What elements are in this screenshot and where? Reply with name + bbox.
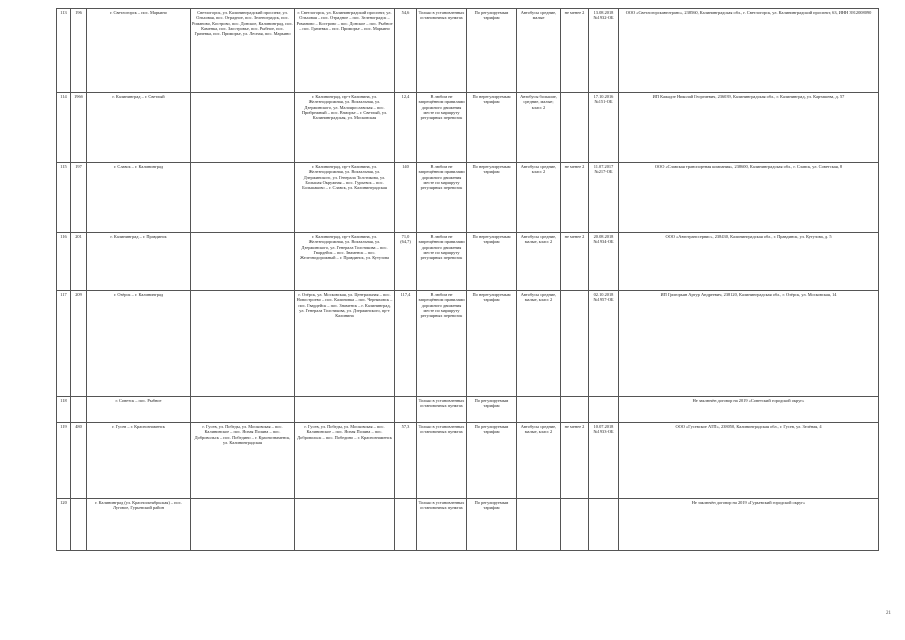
tariff-type: По регулируемым тарифам <box>467 499 517 551</box>
streets-back: г. Калининград, пр-т Калинина, ул. Железнодорожная, ул. Вокзальная, ул. Дзержинского, ул. Генерала Толстикова, ул. Большая Окружная – пос. Гурьевск – пос. Большаково – г. Славск, ул. Калининградская <box>295 163 395 233</box>
start-date <box>589 397 619 423</box>
tariff-type: По нерегулируемым тарифам <box>467 163 517 233</box>
route-code: 480 <box>71 423 87 499</box>
tariff-type: По нерегулируемым тарифам <box>467 291 517 397</box>
streets-back <box>295 499 395 551</box>
route-name: г. Славск – г. Калининград <box>87 163 191 233</box>
streets-forward: г. Гусев, ул. Победы, ул. Московская – пос. Калининское – пос. Ясная Поляна – пос. Добровольск – пос. Победино – г. Краснознаменск, ул. Калининградская <box>191 423 295 499</box>
vehicle-class: не менее 2 <box>561 163 589 233</box>
route-length: 12,4 <box>395 93 417 163</box>
carrier-info: ИП Григорьян Артур Андреевич, 238120, Калининградская обл., г. Озёрск, ул. Московская, 14 <box>619 291 879 397</box>
start-date: 10.07.2018 №1933-ОБ <box>589 423 619 499</box>
carrier-info: ООО «Гусевское АТП», 238050, Калининградская обл., г. Гусев, ул. Зелёная, 4 <box>619 423 879 499</box>
route-length <box>395 499 417 551</box>
tariff-type: По регулируемым тарифам <box>467 9 517 93</box>
vehicle-class: не менее 2 <box>561 9 589 93</box>
row-number: 113 <box>57 9 71 93</box>
row-number: 118 <box>57 397 71 423</box>
streets-forward <box>191 163 295 233</box>
table-row <box>57 291 879 397</box>
stop-order: В любом не запрещённом правилами дорожного движения месте по маршруту регулярных перевозок <box>417 233 467 291</box>
table-row <box>57 233 879 291</box>
route-length: 140 <box>395 163 417 233</box>
start-date: 17.10.2016 №151-ОБ <box>589 93 619 163</box>
row-number: 116 <box>57 233 71 291</box>
carrier-info: ООО «Славская транспортная компания», 238600, Калининградская обл., г. Славск, ул. Советская, 8 <box>619 163 879 233</box>
vehicle-types <box>517 499 561 551</box>
carrier-info: ООО «Светлогорскавтотранс», 238560, Калининградская обл., г. Светлогорск, ул. Калининградский проспект, 63, ИНН 3912008090 <box>619 9 879 93</box>
vehicle-class: не менее 2 <box>561 423 589 499</box>
route-code <box>71 499 87 551</box>
vehicle-class <box>561 93 589 163</box>
table-row <box>57 397 879 423</box>
streets-back <box>295 397 395 423</box>
vehicle-types: Автобусы средние, малые <box>517 9 561 93</box>
table-row <box>57 163 879 233</box>
carrier-info: Не заключён договор на 2019 «Гурьевский городской округ» <box>619 499 879 551</box>
route-length: 54,6 <box>395 9 417 93</box>
tariff-type: По регулируемым тарифам <box>467 423 517 499</box>
route-name: г. Светлогорск – пос. Марьино <box>87 9 191 93</box>
streets-forward <box>191 93 295 163</box>
start-date <box>589 499 619 551</box>
row-number: 115 <box>57 163 71 233</box>
streets-forward <box>191 291 295 397</box>
route-name: г. Калининград (ул. Краснооктябрьская) – пос. Луговое, Гурьевский район <box>87 499 191 551</box>
streets-back: г. Калининград, пр-т Калинина, ул. Железнодорожная, ул. Вокзальная, ул. Дзержинского, ул. Малоярославская – пос. Прибрежный – пос. Взморье – г. Светлый, ул. Калининградская, ул. Московская <box>295 93 395 163</box>
route-name: г. Озёрск – г. Калининград <box>87 291 191 397</box>
carrier-info: ООО «Автотранссервис», 238430, Калининградская обл., г. Правдинск, ул. Кутузова, д. 5 <box>619 233 879 291</box>
stop-order: Только в установленных остановочных пунктах <box>417 9 467 93</box>
row-number: 114 <box>57 93 71 163</box>
route-code: 197 <box>71 163 87 233</box>
streets-forward <box>191 397 295 423</box>
route-code: 201 <box>71 233 87 291</box>
route-code: 196 <box>71 9 87 93</box>
table-row <box>57 9 879 93</box>
streets-forward <box>191 233 295 291</box>
route-length <box>395 397 417 423</box>
start-date: 11.07.2017 №217-ОБ <box>589 163 619 233</box>
route-length: 71,0 (64,7) <box>395 233 417 291</box>
vehicle-types: Автобусы средние, класс 2 <box>517 163 561 233</box>
start-date: 20.08.2018 №1934-ОБ <box>589 233 619 291</box>
streets-forward <box>191 499 295 551</box>
tariff-type: По нерегулируемым тарифам <box>467 93 517 163</box>
table-row <box>57 499 879 551</box>
route-code: 209 <box>71 291 87 397</box>
route-registry-table <box>56 8 879 551</box>
route-name: г. Калининград – г. Правдинск <box>87 233 191 291</box>
tariff-type: По нерегулируемым тарифам <box>467 233 517 291</box>
table-row <box>57 93 879 163</box>
route-code <box>71 397 87 423</box>
vehicle-types: Автобусы средние, малые, класс 2 <box>517 423 561 499</box>
streets-back: г. Светлогорск, ул. Калининградский проспект, ул. Ольховая – пос. Отрадное – пос. Зеленоградск – Романово – Кострово – пос. Донское – пос. Рыбное – пос. Грачевка – пос. Приморье – пос. Марьино <box>295 9 395 93</box>
streets-forward: Светлогорск, ул. Калининградский проспект, ул. Ольховая, пос. Отрадное, пос. Зеленоградск, пос. Романово, Кострово, пос. Донское, Калининград, пос. Каменка, пос. Заостровье, пос. Рыбное, пос. Грачевка, пос. Приморье, ул. Лесная, пос. Марьино <box>191 9 295 93</box>
tariff-type: По регулируемым тарифам <box>467 397 517 423</box>
streets-back: г. Гусев, ул. Победы, ул. Московская – пос. Калининское – пос. Ясная Поляна – пос. Добровольск – пос. Победино – г. Краснознаменск <box>295 423 395 499</box>
stop-order: Только в установленных остановочных пунктах <box>417 397 467 423</box>
route-name: г. Калининград – г. Светлый <box>87 93 191 163</box>
route-name: г. Советск – пос. Рыбное <box>87 397 191 423</box>
streets-back: г. Калининград, пр-т Калинина, ул. Железнодорожная, ул. Вокзальная, ул. Дзержинского, ул. Генерала Толстикова – пос. Гвардейск – пос. Знаменск – пос. Железнодорожный – г. Правдинск, ул. Кутузова <box>295 233 395 291</box>
stop-order: В любом не запрещённом правилами дорожного движения месте по маршруту регулярных перевозок <box>417 93 467 163</box>
vehicle-class <box>561 397 589 423</box>
page-number: 21 <box>886 611 891 616</box>
row-number: 120 <box>57 499 71 551</box>
vehicle-class: не менее 2 <box>561 233 589 291</box>
vehicle-types: Автобусы средние, малые, класс 2 <box>517 233 561 291</box>
vehicle-class <box>561 291 589 397</box>
vehicle-class <box>561 499 589 551</box>
carrier-info: ИП Кажадзе Николай Георгиевич, 236039, Калининградская обл., г. Калининград, ул. Карташева, д. 57 <box>619 93 879 163</box>
table-row <box>57 423 879 499</box>
stop-order: Только в установленных остановочных пунктах <box>417 499 467 551</box>
start-date: 02.10.2018 №1957-ОБ <box>589 291 619 397</box>
vehicle-types: Автобусы большие, средние, малые; класс 2 <box>517 93 561 163</box>
vehicle-types: Автобусы средние, малые, класс 2 <box>517 291 561 397</box>
start-date: 13.08.2018 №1932-ОБ <box>589 9 619 93</box>
carrier-info: Не заключён договор на 2019 «Советский городской округ» <box>619 397 879 423</box>
stop-order: В любом не запрещённом правилами дорожного движения месте по маршруту регулярных перевозок <box>417 291 467 397</box>
route-code: 196б <box>71 93 87 163</box>
route-length: 117,4 <box>395 291 417 397</box>
vehicle-types <box>517 397 561 423</box>
route-name: г. Гусев – г. Краснознаменск <box>87 423 191 499</box>
streets-back: г. Озёрск, ул. Московская, ул. Центральная – пос. Новостроево – пос. Калиновка – пос. Черняховск – пос. Гвардейск – пос. Знаменск – г. Калининград, ул. Генерала Толстикова, ул. Дзержинского, пр-т Калинина <box>295 291 395 397</box>
row-number: 119 <box>57 423 71 499</box>
stop-order: Только в установленных остановочных пунктах <box>417 423 467 499</box>
row-number: 117 <box>57 291 71 397</box>
stop-order: В любом не запрещённом правилами дорожного движения месте по маршруту регулярных перевозок <box>417 163 467 233</box>
route-length: 57,3 <box>395 423 417 499</box>
